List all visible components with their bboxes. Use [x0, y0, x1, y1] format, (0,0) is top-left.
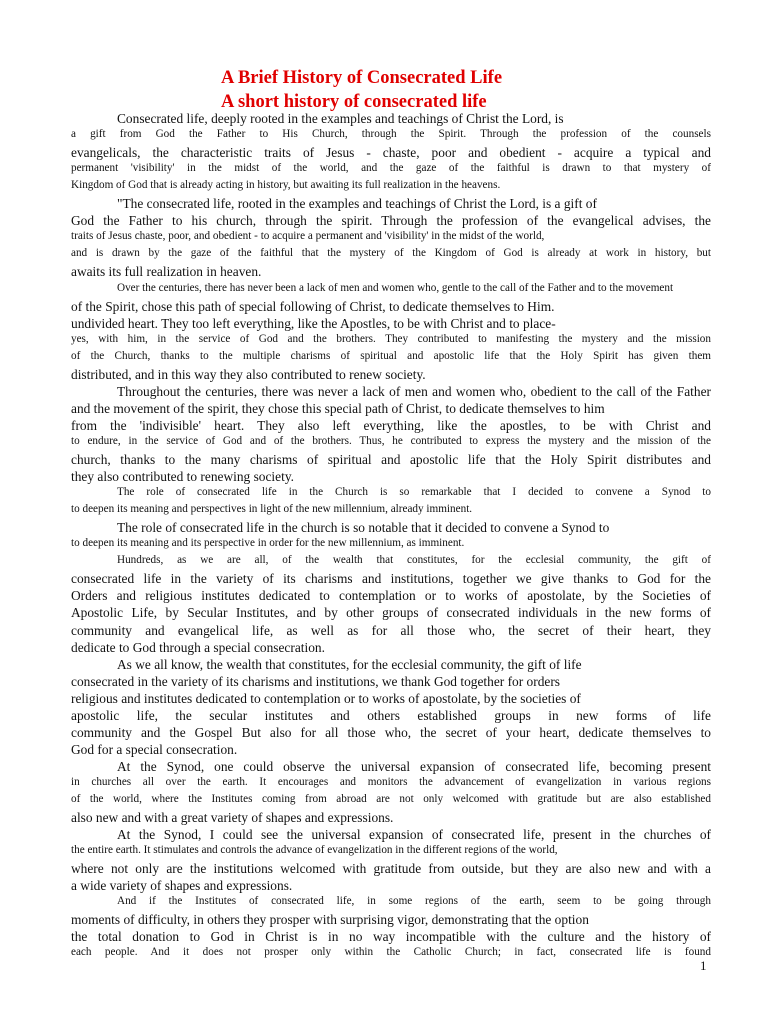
text-line: from the 'indivisible' heart. They also left everything, like the apostles, to be with Christ and: [71, 417, 711, 433]
text-line: Kingdom of God that is already acting in history, but awaiting its full realization in the heavens.: [71, 179, 501, 192]
text-line: As we all know, the wealth that constitutes, for the ecclesial community, the gift of life: [117, 656, 582, 672]
text-line: in churches all over the earth. It encourages and monitors the advancement of evangelization in various regions: [71, 775, 711, 788]
text-line: At the Synod, I could see the universal expansion of consecrated life, present in the churches of: [117, 827, 711, 843]
text-line: apostolic life, the secular institutes and others established groups in new forms of life: [71, 707, 711, 723]
text-line: to endure, in the service of God and of the brothers. Thus, he contributed to express the mystery and the mission of the: [71, 434, 711, 447]
text-line: to deepen its meaning and perspectives in light of the new millennium, already imminent.: [71, 503, 473, 516]
text-line: Throughout the centuries, there was never a lack of men and women who, obedient to the call of the Father: [117, 383, 711, 399]
text-line: the entire earth. It stimulates and controls the advance of evangelization in the different regions of the world,: [71, 844, 558, 857]
text-line: Over the centuries, there has never been a lack of men and women who, gentle to the call of the Father and to the movement: [117, 281, 674, 294]
text-line: each people. And it does not prosper only within the Catholic Church; in fact, consecrated life is found: [71, 946, 711, 959]
text-line: church, thanks to the many charisms of spiritual and apostolic life that the Holy Spirit distributes and: [71, 452, 711, 467]
text-line: consecrated life in the variety of its charisms and institutions, together we give thanks to God for the: [71, 571, 711, 587]
text-line: Apostolic Life, by Secular Institutes, and by other groups of consecrated individuals in the new forms of: [71, 605, 711, 621]
page-number: 1: [700, 958, 707, 973]
text-line: God for a special consecration.: [71, 741, 238, 757]
text-line: The role of consecrated life in the Church is so remarkable that I decided to convene a Synod to: [117, 486, 711, 499]
text-line: traits of Jesus chaste, poor, and obedient - to acquire a permanent and 'visibility' in the midst of the world,: [71, 230, 545, 243]
text-line: awaits its full realization in heaven.: [71, 264, 262, 280]
text-line: also new and with a great variety of shapes and expressions.: [71, 810, 394, 826]
text-line: community and evangelical life, as well as for all those who, the secret of their heart, they: [71, 622, 711, 638]
text-line: evangelicals, the characteristic traits of Jesus - chaste, poor and obedient - acquire a typical and: [71, 145, 711, 161]
document-title: A Brief History of Consecrated Life: [221, 68, 503, 88]
text-line: At the Synod, one could observe the universal expansion of consecrated life, becoming present: [117, 758, 711, 774]
text-line: and is drawn by the gaze of the faithful that the mystery of the Kingdom of God is already at work in history, but: [71, 247, 711, 260]
text-line: where not only are the institutions welcomed with gratitude from outside, but they are also new and with a: [71, 861, 711, 877]
text-line: yes, with him, in the service of God and the brothers. They contributed to manifesting the mystery and the mission: [71, 332, 711, 345]
text-line: "The consecrated life, rooted in the examples and teachings of Christ the Lord, is a gift of: [117, 196, 597, 212]
text-line: a gift from God the Father to His Church, through the Spirit. Through the profession of the counsels: [71, 128, 711, 141]
text-line: And if the Institutes of consecrated life, in some regions of the earth, seem to be going through: [117, 895, 711, 908]
text-line: dedicate to God through a special consecration.: [71, 639, 325, 655]
text-line: The role of consecrated life in the church is so notable that it decided to convene a Synod to: [117, 520, 610, 536]
text-line: distributed, and in this way they also contributed to renew society.: [71, 366, 426, 382]
text-line: they also contributed to renewing society.: [71, 469, 294, 485]
text-line: the total donation to God in Christ is in no way incompatible with the culture and the history of: [71, 929, 711, 945]
text-line: consecrated in the variety of its charisms and institutions, we thank God together for orders: [71, 673, 561, 689]
text-line: and the movement of the spirit, they chose this special path of Christ, to dedicate themselves to him: [71, 400, 605, 416]
text-line: of the world, where the Institutes coming from abroad are not only welcomed with gratitude but are also established: [71, 793, 711, 805]
text-line: permanent 'visibility' in the midst of the world, and the gaze of the faithful is drawn to that mystery of: [71, 162, 711, 175]
text-line: Consecrated life, deeply rooted in the examples and teachings of Christ the Lord, is: [117, 111, 564, 126]
document-subtitle: A short history of consecrated life: [221, 92, 487, 112]
text-line: Hundreds, as we are all, of the wealth that constitutes, for the ecclesial community, the gift of: [117, 554, 711, 567]
text-line: undivided heart. They too left everything, like the Apostles, to be with Christ and to place-: [71, 315, 556, 331]
text-line: God the Father to his church, through the spirit. Through the profession of the evangelical advises, the: [71, 213, 711, 229]
text-line: of the Church, thanks to the multiple charisms of spiritual and apostolic life that the Holy Spirit has given them: [71, 349, 711, 362]
text-line: moments of difficulty, in others they prosper with surprising vigor, demonstrating that the option: [71, 912, 589, 928]
text-line: of the Spirit, chose this path of special following of Christ, to dedicate themselves to Him.: [71, 298, 555, 314]
text-line: Orders and religious institutes dedicated to contemplation or to works of apostolate, by the Societies of: [71, 588, 711, 604]
text-line: community and the Gospel But also for all those who, the secret of your heart, dedicate themselves to: [71, 724, 711, 740]
text-line: a wide variety of shapes and expressions.: [71, 878, 293, 894]
text-line: to deepen its meaning and its perspective in order for the new millennium, as imminent.: [71, 537, 465, 550]
text-line: religious and institutes dedicated to contemplation or to works of apostolate, by the societies of: [71, 690, 581, 706]
